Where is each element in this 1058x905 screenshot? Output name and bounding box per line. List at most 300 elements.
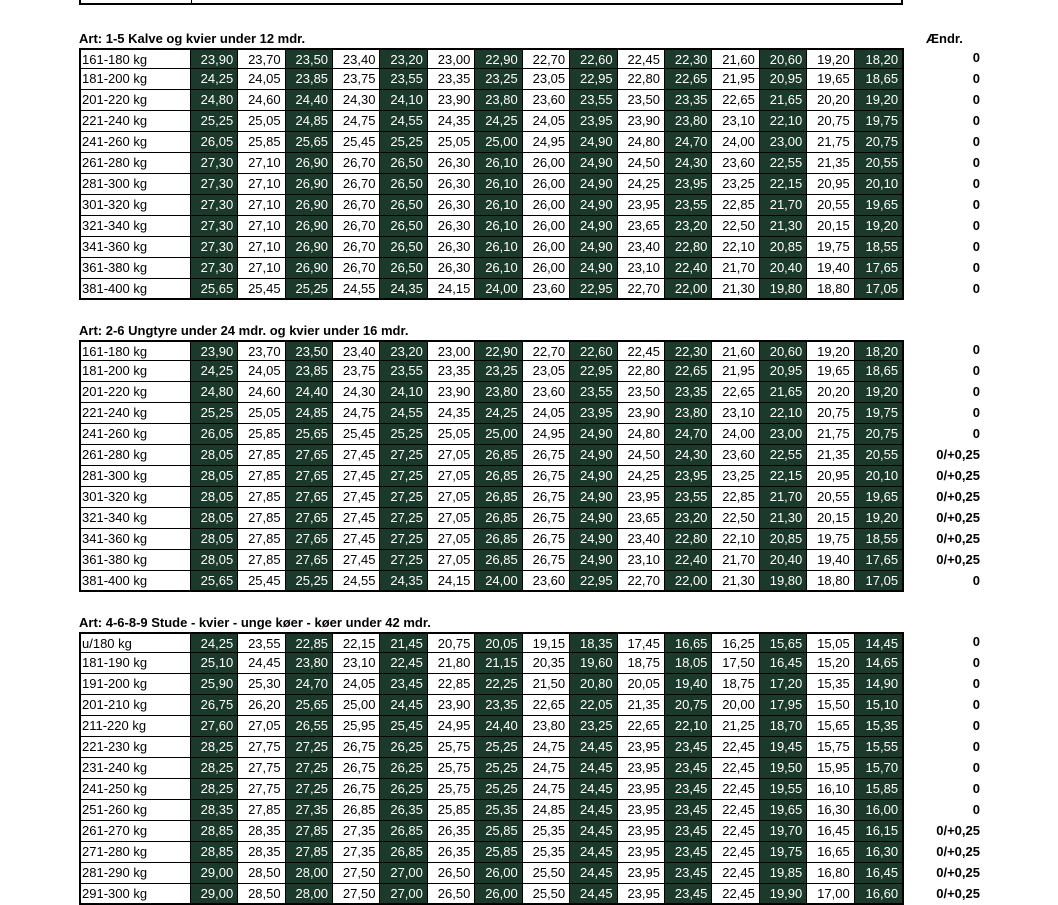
price-cell: 28,35 [238,821,285,841]
weight-range-label: 321-340 kg [81,508,191,528]
change-value: 0/+0,25 [936,531,980,546]
price-cell: 28,05 [191,550,238,570]
price-cell: 23,25 [712,466,759,486]
price-cell: 23,45 [665,758,712,778]
price-cell: 25,45 [238,279,285,298]
price-cell: 21,65 [760,382,807,402]
price-cell: 23,45 [665,821,712,841]
table-row [79,821,1009,842]
price-cell: 27,75 [238,779,285,799]
price-cell: 16,45 [760,653,807,673]
price-cell: 20,75 [428,634,475,652]
price-section [79,30,1009,300]
table-row [79,466,1009,487]
price-cell: 26,25 [380,737,427,757]
price-cell: 23,90 [191,342,238,360]
price-cell: 20,10 [855,174,902,194]
row-cells [79,153,904,174]
price-cell: 22,65 [712,382,759,402]
price-cell: 21,75 [807,132,854,152]
price-cell: 15,20 [807,653,854,673]
price-cell: 23,55 [380,361,427,381]
price-cell: 23,25 [475,69,522,89]
price-cell: 26,90 [286,153,333,173]
table-row [79,403,1009,424]
price-cell: 22,55 [760,153,807,173]
price-cell: 24,70 [665,132,712,152]
price-cell: 27,35 [333,842,380,862]
price-cell: 27,35 [333,821,380,841]
price-cell: 25,25 [191,403,238,423]
price-cell: 21,35 [807,153,854,173]
price-cell: 24,40 [286,90,333,110]
price-cell: 28,25 [191,737,238,757]
price-cell: 19,90 [760,884,807,903]
price-cell: 19,20 [807,50,854,68]
price-cell: 20,55 [855,153,902,173]
change-value: 0 [972,363,980,378]
weight-range-label: 261-280 kg [81,153,191,173]
price-cell: 26,55 [286,716,333,736]
change-value: 0 [972,218,980,233]
price-cell: 18,80 [807,279,854,298]
price-cell: 19,75 [855,403,902,423]
price-cell: 22,65 [665,361,712,381]
price-cell: 26,35 [428,842,475,862]
weight-range-label: 161-180 kg [81,50,191,68]
price-cell: 24,75 [523,779,570,799]
price-cell: 27,05 [428,466,475,486]
price-cell: 23,35 [475,695,522,715]
price-cell: 19,75 [807,529,854,549]
price-cell: 25,00 [475,424,522,444]
price-cell: 22,95 [570,571,617,590]
price-cell: 24,35 [380,571,427,590]
price-cell: 21,45 [380,634,427,652]
price-cell: 20,60 [760,50,807,68]
price-cell: 23,50 [286,342,333,360]
table-row [79,48,1009,69]
price-cell: 15,75 [807,737,854,757]
price-cell: 22,55 [760,445,807,465]
price-cell: 27,05 [428,508,475,528]
price-cell: 26,10 [475,174,522,194]
change-value: 0 [972,197,980,212]
price-cell: 21,30 [712,571,759,590]
price-cell: 25,35 [523,821,570,841]
price-cell: 24,60 [238,382,285,402]
change-value: 0 [972,781,980,796]
price-cell: 20,20 [807,90,854,110]
price-cell: 28,85 [191,821,238,841]
price-cell: 18,75 [712,674,759,694]
price-cell: 25,25 [191,111,238,131]
price-cell: 27,25 [380,487,427,507]
price-cell: 16,45 [855,863,902,883]
price-cell: 22,60 [570,342,617,360]
price-cell: 26,25 [380,779,427,799]
price-cell: 24,90 [570,529,617,549]
price-cell: 23,90 [428,695,475,715]
change-value: 0/+0,25 [936,823,980,838]
price-cell: 25,65 [286,695,333,715]
price-cell: 27,50 [333,863,380,883]
price-cell: 23,95 [618,487,665,507]
price-cell: 27,25 [286,758,333,778]
price-cell: 25,00 [333,695,380,715]
row-cells [79,487,904,508]
row-cells [79,361,904,382]
price-cell: 24,90 [570,424,617,444]
price-cell: 26,30 [428,195,475,215]
price-cell: 24,00 [475,279,522,298]
price-cell: 25,30 [238,674,285,694]
price-cell: 27,25 [380,508,427,528]
price-section [79,614,1009,905]
price-cell: 23,00 [428,50,475,68]
price-cell: 19,75 [807,237,854,257]
price-cell: 27,25 [286,779,333,799]
price-cell: 24,80 [191,382,238,402]
price-cell: 27,10 [238,195,285,215]
price-cell: 16,80 [807,863,854,883]
price-cell: 19,65 [807,361,854,381]
price-cell: 23,60 [712,445,759,465]
price-cell: 23,45 [665,884,712,903]
price-cell: 24,45 [570,884,617,903]
table-row [79,340,1009,361]
price-cell: 23,50 [286,50,333,68]
price-cell: 22,70 [523,50,570,68]
price-cell: 27,85 [286,842,333,862]
weight-range-label: 221-240 kg [81,111,191,131]
weight-range-label: 201-210 kg [81,695,191,715]
price-cell: 20,75 [855,132,902,152]
price-cell: 25,75 [428,779,475,799]
price-cell: 23,60 [523,90,570,110]
price-cell: 24,90 [570,466,617,486]
price-cell: 25,65 [286,424,333,444]
price-cell: 27,25 [380,445,427,465]
row-cells [79,382,904,403]
row-cells [79,695,904,716]
row-cells [79,195,904,216]
price-cell: 25,85 [475,821,522,841]
price-cell: 24,90 [570,445,617,465]
price-cell: 26,00 [523,153,570,173]
table-row [79,508,1009,529]
price-cell: 23,80 [286,653,333,673]
price-cell: 22,45 [712,842,759,862]
price-cell: 23,70 [238,50,285,68]
price-cell: 26,75 [523,466,570,486]
change-value: 0 [972,92,980,107]
price-cell: 22,15 [333,634,380,652]
weight-range-label: 281-300 kg [81,466,191,486]
price-cell: 23,90 [191,50,238,68]
row-cells [79,529,904,550]
price-cell: 23,80 [475,90,522,110]
price-cell: 22,60 [570,50,617,68]
price-cell: 14,45 [855,634,902,652]
price-cell: 23,35 [428,361,475,381]
price-cell: 26,70 [333,174,380,194]
price-cell: 22,80 [665,237,712,257]
price-cell: 28,00 [286,884,333,903]
weight-range-label: 381-400 kg [81,571,191,590]
price-cell: 23,95 [618,195,665,215]
price-cell: 22,65 [712,90,759,110]
price-cell: 24,90 [570,487,617,507]
price-cell: 16,30 [855,842,902,862]
price-cell: 28,05 [191,487,238,507]
price-cell: 24,75 [523,737,570,757]
price-cell: 27,85 [238,800,285,820]
price-cell: 17,65 [855,258,902,278]
section-title-text: Art: 4-6-8-9 Stude - kvier - unge køer - køer under 42 mdr. [79,615,431,630]
price-cell: 22,95 [570,69,617,89]
price-cell: 21,15 [475,653,522,673]
price-cell: 25,05 [428,424,475,444]
price-cell: 26,85 [475,508,522,528]
table-row [79,863,1009,884]
row-cells [79,174,904,195]
change-value: 0 [972,113,980,128]
price-cell: 27,10 [238,174,285,194]
price-cell: 24,25 [191,69,238,89]
price-cell: 22,45 [712,800,759,820]
price-cell: 17,50 [712,653,759,673]
price-cell: 27,65 [286,529,333,549]
price-cell: 19,65 [807,69,854,89]
price-cell: 20,80 [570,674,617,694]
price-cell: 24,45 [570,737,617,757]
price-cell: 23,95 [570,403,617,423]
price-cell: 26,05 [191,424,238,444]
price-cell: 21,35 [807,445,854,465]
price-cell: 26,30 [428,237,475,257]
price-cell: 26,00 [523,195,570,215]
price-cell: 19,20 [807,342,854,360]
price-cell: 26,35 [428,821,475,841]
price-cell: 26,75 [523,445,570,465]
price-cell: 23,45 [665,779,712,799]
price-cell: 24,90 [570,153,617,173]
table-row [79,216,1009,237]
price-cell: 26,10 [475,195,522,215]
price-cell: 22,85 [428,674,475,694]
price-cell: 18,55 [855,237,902,257]
price-cell: 21,25 [712,716,759,736]
price-cell: 26,25 [380,758,427,778]
price-cell: 23,65 [618,508,665,528]
price-cell: 24,75 [523,758,570,778]
table-row [79,69,1009,90]
price-cell: 16,65 [807,842,854,862]
price-cell: 23,70 [238,342,285,360]
table-row [79,695,1009,716]
price-cell: 24,95 [428,716,475,736]
table-row [79,487,1009,508]
price-cell: 22,45 [618,342,665,360]
price-cell: 26,30 [428,216,475,236]
price-cell: 20,00 [712,695,759,715]
row-cells [79,508,904,529]
price-cell: 24,75 [333,403,380,423]
price-cell: 23,20 [380,50,427,68]
section-title-text: Art: 2-6 Ungtyre under 24 mdr. og kvier under 16 mdr. [79,323,409,338]
table-row [79,237,1009,258]
price-cell: 26,50 [380,174,427,194]
price-cell: 27,00 [380,884,427,903]
price-cell: 15,85 [855,779,902,799]
price-cell: 24,80 [618,424,665,444]
price-cell: 22,30 [665,50,712,68]
price-cell: 23,40 [333,342,380,360]
price-cell: 23,80 [523,716,570,736]
price-cell: 26,90 [286,258,333,278]
price-cell: 22,25 [475,674,522,694]
change-value: 0/+0,25 [936,447,980,462]
price-cell: 23,10 [712,403,759,423]
price-cell: 27,45 [333,550,380,570]
change-value: 0 [972,176,980,191]
price-cell: 23,10 [618,258,665,278]
price-cell: 20,75 [807,403,854,423]
price-cell: 18,35 [570,634,617,652]
price-cell: 24,35 [428,111,475,131]
price-cell: 17,20 [760,674,807,694]
price-cell: 25,45 [238,571,285,590]
change-value: 0 [972,760,980,775]
price-cell: 25,85 [475,842,522,862]
table-row [79,653,1009,674]
row-cells [79,674,904,695]
price-cell: 22,50 [712,508,759,528]
price-cell: 25,85 [238,424,285,444]
price-cell: 23,00 [760,424,807,444]
price-cell: 26,75 [333,737,380,757]
table-row [79,632,1009,653]
price-cell: 27,45 [333,466,380,486]
price-cell: 19,80 [760,279,807,298]
price-cell: 24,90 [570,132,617,152]
price-cell: 29,00 [191,884,238,903]
price-cell: 16,15 [855,821,902,841]
price-cell: 24,75 [333,111,380,131]
price-cell: 15,95 [807,758,854,778]
price-cell: 22,85 [286,634,333,652]
price-cell: 27,25 [286,737,333,757]
price-cell: 15,35 [855,716,902,736]
price-cell: 26,10 [475,237,522,257]
price-cell: 23,60 [712,153,759,173]
price-cell: 21,95 [712,361,759,381]
price-cell: 23,45 [380,674,427,694]
price-cell: 16,65 [665,634,712,652]
price-cell: 28,25 [191,779,238,799]
price-cell: 17,05 [855,571,902,590]
price-cell: 20,95 [760,69,807,89]
price-cell: 26,50 [380,258,427,278]
change-value: 0/+0,25 [936,865,980,880]
price-cell: 19,65 [855,487,902,507]
row-cells [79,863,904,884]
price-cell: 27,05 [428,550,475,570]
price-cell: 25,25 [380,132,427,152]
price-cell: 25,45 [333,132,380,152]
price-cell: 19,40 [807,550,854,570]
price-cell: 28,00 [286,863,333,883]
price-cell: 24,90 [570,216,617,236]
price-cell: 24,70 [665,424,712,444]
price-cell: 22,10 [712,529,759,549]
price-cell: 24,40 [475,716,522,736]
row-cells [79,758,904,779]
price-cell: 25,35 [475,800,522,820]
price-cell: 20,75 [855,424,902,444]
price-cell: 27,30 [191,237,238,257]
price-cell: 26,50 [428,863,475,883]
weight-range-label: 281-300 kg [81,174,191,194]
price-cell: 28,25 [191,758,238,778]
price-cell: 27,10 [238,258,285,278]
price-cell: 23,55 [570,382,617,402]
price-cell: 19,65 [855,195,902,215]
price-cell: 14,65 [855,653,902,673]
price-cell: 24,05 [523,403,570,423]
change-value: 0 [972,239,980,254]
row-cells [79,884,904,905]
change-value: 0 [972,739,980,754]
price-cell: 25,25 [475,758,522,778]
price-cell: 23,20 [380,342,427,360]
price-cell: 25,05 [238,403,285,423]
change-value: 0 [972,405,980,420]
price-cell: 22,45 [712,779,759,799]
price-cell: 24,85 [523,800,570,820]
price-cell: 15,35 [807,674,854,694]
price-cell: 24,10 [380,382,427,402]
change-value: 0/+0,25 [936,468,980,483]
weight-range-label: 251-260 kg [81,800,191,820]
price-cell: 26,00 [523,216,570,236]
price-cell: 22,90 [475,50,522,68]
price-cell: 22,80 [665,529,712,549]
table-row [79,424,1009,445]
price-cell: 25,25 [380,424,427,444]
price-cell: 21,80 [428,653,475,673]
price-cell: 27,25 [380,550,427,570]
price-cell: 16,30 [807,800,854,820]
price-cell: 23,95 [618,779,665,799]
section-title [79,322,1009,340]
price-cell: 18,05 [665,653,712,673]
price-cell: 22,70 [618,571,665,590]
price-cell: 18,70 [760,716,807,736]
price-cell: 21,30 [712,279,759,298]
price-cell: 23,20 [665,508,712,528]
price-cell: 25,05 [238,111,285,131]
price-cell: 23,55 [380,69,427,89]
row-cells [79,779,904,800]
weight-range-label: 181-200 kg [81,361,191,381]
price-cell: 24,80 [618,132,665,152]
price-cell: 24,30 [333,90,380,110]
price-cell: 27,85 [286,821,333,841]
price-cell: 24,90 [570,174,617,194]
price-cell: 21,70 [712,258,759,278]
